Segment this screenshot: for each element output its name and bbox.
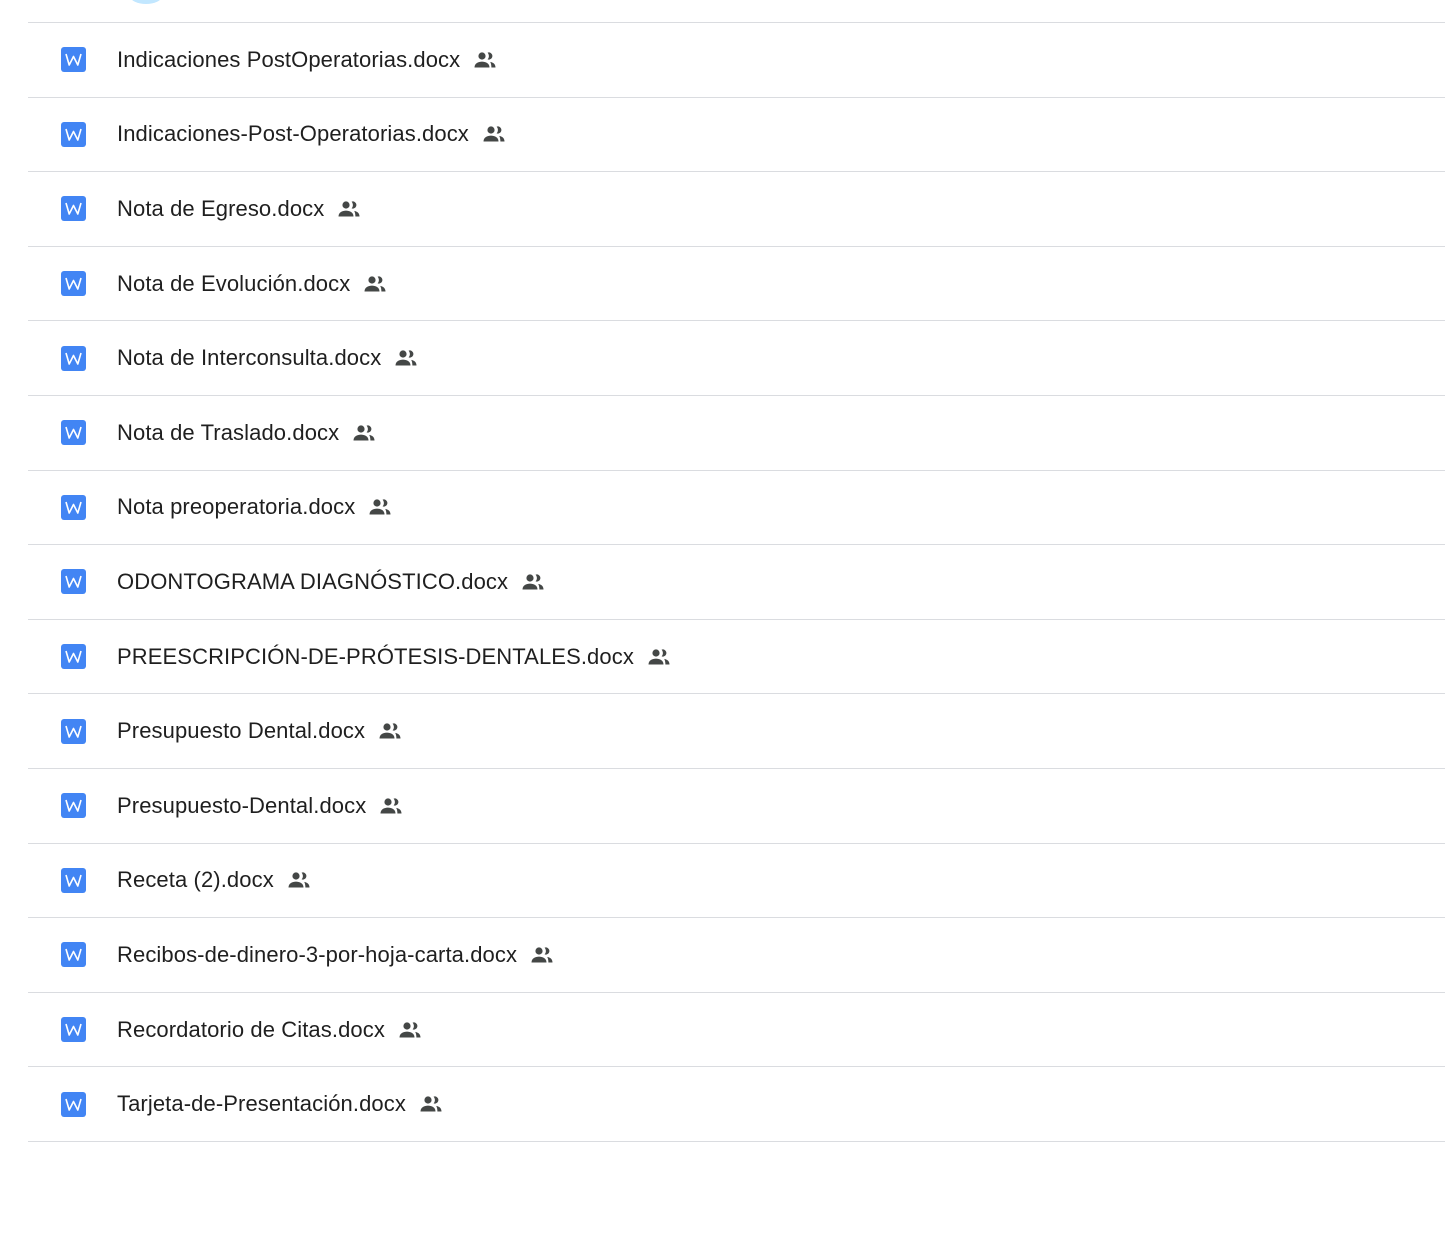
file-row[interactable]: [28, 993, 1445, 1068]
shared-people-icon: [368, 495, 392, 519]
file-row[interactable]: [28, 769, 1445, 844]
file-row[interactable]: [28, 172, 1445, 247]
file-name: Tarjeta-de-Presentación.docx: [117, 1091, 406, 1117]
file-row[interactable]: [28, 247, 1445, 322]
file-row[interactable]: [28, 98, 1445, 173]
shared-people-icon: [530, 943, 554, 967]
file-name: Indicaciones-Post-Operatorias.docx: [117, 121, 469, 147]
file-name: Nota de Egreso.docx: [117, 195, 325, 221]
file-row[interactable]: [28, 1067, 1445, 1142]
shared-people-icon: [378, 719, 402, 743]
word-doc-icon: [61, 47, 86, 72]
shared-people-icon: [647, 645, 671, 669]
file-row[interactable]: [28, 396, 1445, 471]
shared-people-icon: [394, 346, 418, 370]
shared-people-icon: [379, 794, 403, 818]
file-row[interactable]: [28, 918, 1445, 993]
word-doc-icon: [61, 420, 86, 445]
file-name: Recibos-de-dinero-3-por-hoja-carta.docx: [117, 941, 518, 967]
avatar[interactable]: [130, 0, 162, 4]
file-name: Nota de Interconsulta.docx: [117, 345, 382, 371]
shared-people-icon: [337, 197, 361, 221]
word-doc-icon: [61, 793, 86, 818]
word-doc-icon: [61, 122, 86, 147]
shared-people-icon: [521, 570, 545, 594]
word-doc-icon: [61, 495, 86, 520]
word-doc-icon: [61, 346, 86, 371]
shared-people-icon: [473, 48, 497, 72]
file-row[interactable]: [28, 23, 1445, 98]
file-name: Nota preoperatoria.docx: [117, 494, 356, 520]
file-row[interactable]: [28, 694, 1445, 769]
shared-people-icon: [352, 421, 376, 445]
word-doc-icon: [61, 942, 86, 967]
file-name: Nota de Evolución.docx: [117, 270, 351, 296]
file-name: ODONTOGRAMA DIAGNÓSTICO.docx: [117, 568, 509, 594]
word-doc-icon: [61, 1017, 86, 1042]
file-name: Nota de Traslado.docx: [117, 419, 340, 445]
shared-people-icon: [363, 272, 387, 296]
file-name: Recordatorio de Citas.docx: [117, 1016, 385, 1042]
word-doc-icon: [61, 1092, 86, 1117]
file-row[interactable]: [28, 471, 1445, 546]
file-name: Indicaciones PostOperatorias.docx: [117, 46, 461, 72]
file-row[interactable]: [28, 321, 1445, 396]
file-name: Presupuesto-Dental.docx: [117, 792, 367, 818]
file-name: Receta (2).docx: [117, 867, 274, 893]
file-row[interactable]: [28, 620, 1445, 695]
word-doc-icon: [61, 644, 86, 669]
file-name: Presupuesto Dental.docx: [117, 718, 366, 744]
word-doc-icon: [61, 271, 86, 296]
shared-people-icon: [482, 122, 506, 146]
file-list: [28, 22, 1445, 1142]
word-doc-icon: [61, 719, 86, 744]
file-row[interactable]: [28, 545, 1445, 620]
shared-people-icon: [398, 1018, 422, 1042]
shared-people-icon: [287, 868, 311, 892]
shared-people-icon: [419, 1092, 443, 1116]
word-doc-icon: [61, 569, 86, 594]
file-row[interactable]: [28, 844, 1445, 919]
word-doc-icon: [61, 868, 86, 893]
file-name: PREESCRIPCIÓN-DE-PRÓTESIS-DENTALES.docx: [117, 643, 634, 669]
word-doc-icon: [61, 196, 86, 221]
